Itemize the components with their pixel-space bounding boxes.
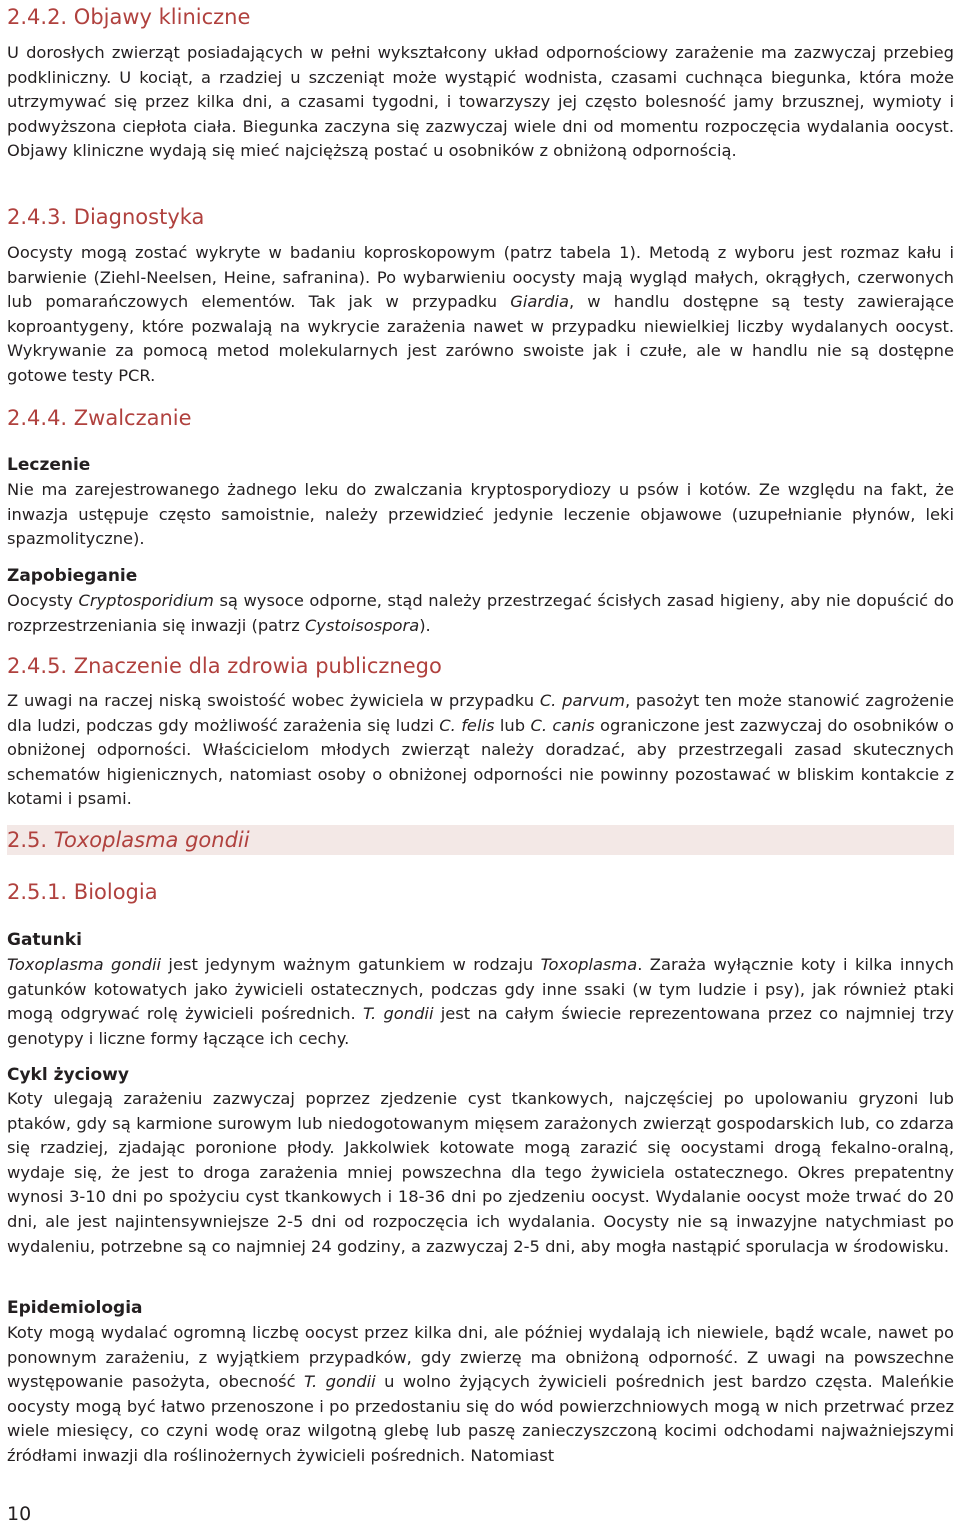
subheading-gatunki: Gatunki [7,930,82,950]
section-2-5-title: Toxoplasma gondii [53,828,250,852]
paragraph-zapobieganie: Oocysty Cryptosporidium są wysoce odporne, stąd należy przestrzegać ścisłych zasad higieny, aby nie dopuścić do rozprzestrzeniania się inwazji (patrz Cystoisospora). [7,591,954,635]
page-number: 10 [7,1503,32,1525]
paragraph-diagnostyka: Oocysty mogą zostać wykryte w badaniu koproskopowym (patrz tabela 1). Metodą z wyboru jest rozmaz kału i barwienie (Ziehl-Neelsen, Heine, safranina). Po wybarwieniu oocysty mają wygląd małych, okrągłych, czerwonych lub pomarańczowych elementów. Tak jak w przypadku Giardia, w handlu dostępne są testy zawierające koproantygeny, które pozwalają na wykrycie zarażenia nawet w przypadku niewielkiej liczby wydalanych oocyst. Wykrywanie za pomocą metod molekularnych jest zarówno swoiste jak i czułe, ale w handlu nie są dostępne gotowe testy PCR. [7,243,954,385]
subheading-epidemiologia: Epidemiologia [7,1298,143,1318]
section-band-2-5 [7,825,954,855]
paragraph-zdrowie-publiczne: Z uwagi na raczej niską swoistość wobec żywiciela w przypadku C. parvum, pasożyt ten może stanowić zagrożenie dla ludzi, podczas gdy możliwość zarażenia się ludzi C. felis lub C. canis ograniczone jest zazwyczaj do osobników o obniżonej odporności. Właścicielom młodych zwierząt należy doradzać, aby przestrzegali zasad skutecznych schematów higienicznych, natomiast osoby o obniżonej odporności nie powinny pozostawać w bliskim kontakcie z kotami i psami. [7,691,955,809]
heading-2-4-3: 2.4.3. Diagnostyka [7,205,205,229]
subheading-cykl-zyciowy: Cykl życiowy [7,1065,129,1085]
paragraph-gatunki: Toxoplasma gondii jest jedynym ważnym gatunkiem w rodzaju Toxoplasma. Zaraża wyłącznie koty i kilka innych gatunków kotowatych jako żywicieli ostatecznych, podczas gdy inne ssaki (w tym ludzie i psy), jak również ptaki mogą odgrywać rolę żywicieli pośrednich. T. gondii jest na całym świecie reprezentowana przez co najmniej trzy genotypy i liczne formy łączące ich cechy. [7,955,954,1048]
paragraph-epidemiologia: Koty mogą wydalać ogromną liczbę oocyst przez kilka dni, ale później wydalają ich niewiele, bądź wcale, nawet po ponownym zarażeniu, z wyjątkiem przypadków, gdy zwierzę ma obniżoną odporność. Z uwagi na powszechne występowanie pasożyta, obecność T. gondii u wolno żyjących żywicieli pośrednich jest bardzo częsta. Maleńkie oocysty mogą być łatwo przenoszone i po przedostaniu się do wód powierzchniowych mogą w nich przetrwać przez wiele miesięcy, co czyni wodę oraz wilgotną glebę lub paszę zanieczyszczoną kocimi odchodami najważniejszymi źródłami inwazji dla roślinożernych żywicieli pośrednich. Natomiast [7,1323,954,1465]
paragraph-cykl-zyciowy: Koty ulegają zarażeniu zazwyczaj poprzez zjedzenie cyst tkankowych, najczęściej po upolowaniu gryzoni lub ptaków, gdy są karmione surowym lub niedogotowanym mięsem zarażonych zwierząt gospodarskich lub, co zdarza się rzadziej, zjadając poronione płody. Jakkolwiek kotowate mogą zarazić się oocystami drogą fekalno-oralną, wydaje się, że jest to droga zarażenia mniej powszechna dla tego żywiciela ostatecznego. Okres prepatentny wynosi 3-10 dni po spożyciu cyst tkankowych i 18-36 dni po zjedzeniu oocyst. Wydalanie oocyst może trwać do 20 dni, ale jest najintensywniejsze 2-5 dni od rozpoczęcia ich wydalania. Oocysty nie są inwazyjne natychmiast po wydaleniu, potrzebne są co najmniej 24 godziny, a zazwyczaj 2-5 dni, aby mogła nastąpić sporulacja w środowisku. [7,1089,954,1256]
heading-2-4-2: 2.4.2. Objawy kliniczne [7,5,251,29]
paragraph-objawy: U dorosłych zwierząt posiadających w pełni wykształcony układ odpornościowy zarażenie ma zazwyczaj przebieg podkliniczny. U kociąt, a rzadziej u szczeniąt może wystąpić wodnista, czasami cuchnąca biegunka, która może utrzymywać się przez kilka dni, a czasami tygodni, i towarzyszy jej często bolesność jamy brzusznej, wymioty i podwyższona ciepłota ciała. Biegunka zaczyna się zazwyczaj wiele dni od momentu rozpoczęcia wydalania oocyst. Objawy kliniczne wydają się mieć najcięższą postać u osobników z obniżoną odpornością. [7,43,954,161]
paragraph-leczenie: Nie ma zarejestrowanego żadnego leku do zwalczania kryptosporydiozy u psów i kotów. Ze względu na fakt, że inwazja ustępuje często samoistnie, należy przewidzieć jedynie leczenie objawowe (uzupełnianie płynów, leki spazmolityczne). [7,480,954,549]
subheading-zapobieganie: Zapobieganie [7,566,138,586]
heading-2-5-1: 2.5.1. Biologia [7,880,158,904]
section-2-5-number: 2.5. [7,828,54,852]
heading-2-4-4: 2.4.4. Zwalczanie [7,406,192,430]
subheading-leczenie: Leczenie [7,455,91,475]
heading-2-4-5: 2.4.5. Znaczenie dla zdrowia publicznego [7,654,442,678]
